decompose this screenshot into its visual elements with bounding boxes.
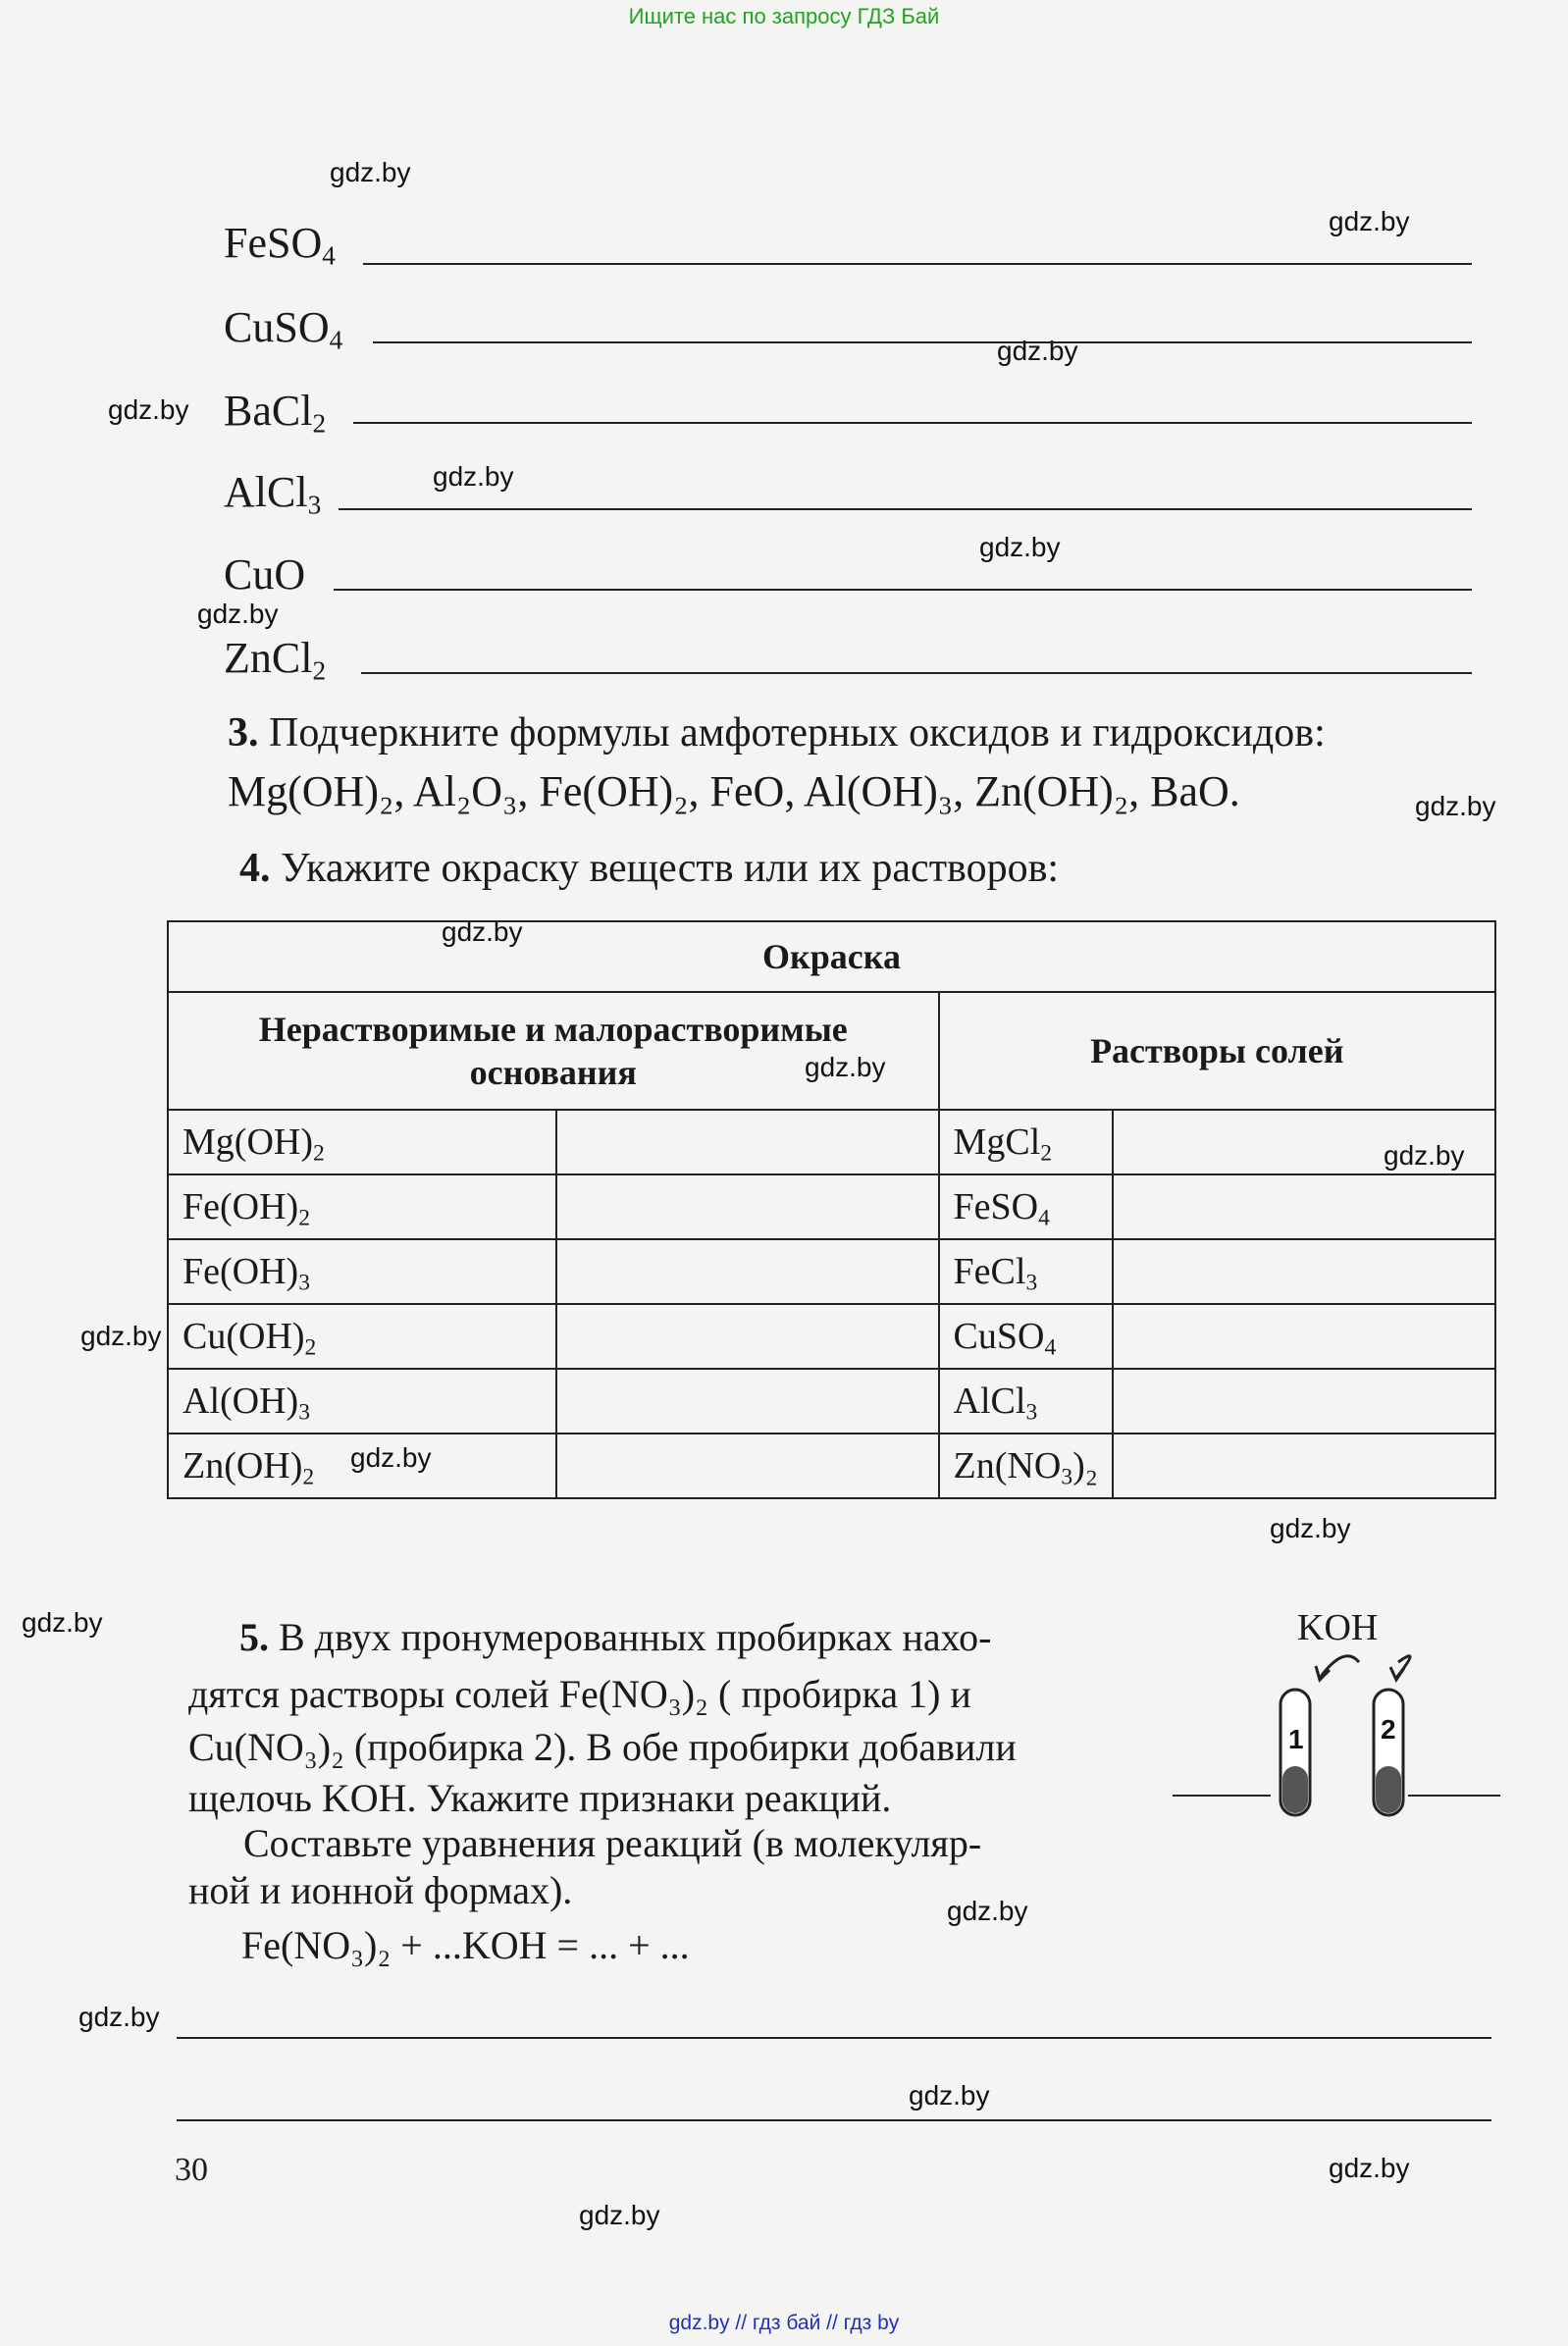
- formula-cuo: CuO: [224, 550, 306, 599]
- watermark: gdz.by: [80, 1321, 162, 1351]
- task5-line5: Составьте уравнения реакций (в молекуляр-: [243, 1821, 982, 1865]
- task5-equation: Fe(NO₃)₂ + ...KOH = ... + ...: [241, 1923, 690, 1967]
- watermark: gdz.by: [442, 916, 523, 947]
- base-cell: $Mg(OH)_2$: [168, 1110, 556, 1174]
- salt-cell: MgCl$_2$: [939, 1110, 1113, 1174]
- base-color-input[interactable]: [556, 1110, 939, 1174]
- tube-2-number: 2: [1381, 1714, 1396, 1745]
- watermark: gdz.by: [979, 532, 1061, 562]
- base-color-input[interactable]: [556, 1174, 939, 1239]
- table-row: [168, 1434, 1495, 1498]
- table-header-color: Окраска: [168, 921, 1495, 992]
- watermark: gdz.by: [579, 2200, 660, 2230]
- watermark: gdz.by: [350, 1442, 432, 1473]
- tube-1-number: 1: [1288, 1724, 1304, 1754]
- figure-koh-label: KOH: [1297, 1607, 1379, 1648]
- table-row: [168, 1304, 1495, 1369]
- task4-heading: 4. Укажите окраску веществ или их растворов:: [239, 846, 1060, 891]
- salt-cell: FeSO$_4$: [939, 1174, 1113, 1239]
- task5-line4: щелочь KOH. Укажите признаки реакций.: [188, 1776, 892, 1820]
- answer-line[interactable]: [353, 422, 1472, 424]
- task5-line2: дятся растворы солей Fe(NO₃)₂ ( пробирка 1) и: [188, 1672, 971, 1716]
- task5-line6: ной и ионной формах).: [188, 1868, 573, 1912]
- base-cell: $Al(OH)_3$: [168, 1369, 556, 1434]
- salt-color-input[interactable]: [1113, 1304, 1495, 1369]
- answer-line[interactable]: [177, 2037, 1491, 2039]
- base-cell: $Fe(OH)_3$: [168, 1239, 556, 1304]
- answer-line[interactable]: [361, 672, 1472, 674]
- table-row: [168, 1110, 1495, 1174]
- table-row: [168, 1239, 1495, 1304]
- task5-line3: Cu(NO₃)₂ (пробирка 2). В обе пробирки добавили: [188, 1725, 1017, 1769]
- watermark: gdz.by: [1329, 2153, 1410, 2183]
- formula-bacl2: BaCl$_2$: [224, 387, 327, 439]
- base-color-input[interactable]: [556, 1304, 939, 1369]
- salt-color-input[interactable]: [1113, 1239, 1495, 1304]
- base-cell: $Cu(OH)_2$: [168, 1304, 556, 1369]
- watermark: gdz.by: [947, 1896, 1028, 1926]
- watermark: gdz.by: [909, 2080, 990, 2111]
- salt-color-input[interactable]: [1113, 1174, 1495, 1239]
- watermark: gdz.by: [433, 461, 514, 492]
- test-tubes-figure: [1173, 1648, 1506, 1835]
- watermark: gdz.by: [197, 599, 279, 629]
- watermark: gdz.by: [1384, 1140, 1465, 1171]
- salt-cell: FeCl$_3$: [939, 1239, 1113, 1304]
- salt-color-input[interactable]: [1113, 1369, 1495, 1434]
- col-header-bases: Нерастворимые и малорастворимые основания: [168, 992, 939, 1110]
- tube-1-solution: [1282, 1766, 1308, 1813]
- base-cell: $Fe(OH)_2$: [168, 1174, 556, 1239]
- task3-formulas: Mg(OH)₂, Al₂O₃, Fe(OH)₂, FeO, Al(OH)₃, Zn(OH)₂, BaO.: [228, 767, 1240, 815]
- task5-line1: 5. В двух пронумерованных пробирках нахо-: [239, 1615, 992, 1659]
- bottom-watermark[interactable]: gdz.by // гдз бай // гдз by: [668, 2312, 900, 2334]
- base-color-input[interactable]: [556, 1239, 939, 1304]
- color-table: [167, 920, 1496, 1499]
- page-number: 30: [175, 2152, 208, 2188]
- salt-color-input[interactable]: [1113, 1110, 1495, 1174]
- formula-alcl3: AlCl$_3$: [224, 468, 322, 520]
- formula-feso4: FeSO$_4$: [224, 219, 336, 271]
- watermark: gdz.by: [1270, 1513, 1351, 1543]
- watermark: gdz.by: [22, 1607, 103, 1638]
- task3-heading: 3. Подчеркните формулы амфотерных оксидов и гидроксидов:: [228, 710, 1326, 756]
- salt-color-input[interactable]: [1113, 1434, 1495, 1498]
- salt-cell: $Zn(NO_3)_2$: [939, 1434, 1113, 1498]
- tube-2-solution: [1376, 1766, 1401, 1813]
- watermark: gdz.by: [1415, 791, 1496, 821]
- base-color-input[interactable]: [556, 1434, 939, 1498]
- answer-line[interactable]: [363, 263, 1472, 265]
- answer-line[interactable]: [339, 508, 1472, 510]
- table-row: [168, 1369, 1495, 1434]
- watermark: gdz.by: [78, 2002, 160, 2032]
- watermark: gdz.by: [108, 394, 189, 425]
- top-watermark[interactable]: Ищите нас по запросу ГДЗ Бай: [628, 4, 940, 28]
- formula-zncl2: ZnCl$_2$: [224, 634, 327, 686]
- base-color-input[interactable]: [556, 1369, 939, 1434]
- salt-cell: CuSO$_4$: [939, 1304, 1113, 1369]
- answer-line[interactable]: [373, 341, 1472, 343]
- table-row: [168, 1174, 1495, 1239]
- col-header-salts: Растворы солей: [939, 992, 1495, 1110]
- watermark: gdz.by: [330, 157, 411, 187]
- answer-line[interactable]: [334, 589, 1472, 591]
- salt-cell: AlCl$_3$: [939, 1369, 1113, 1434]
- base-cell: $Zn(OH)_2$: [168, 1434, 556, 1498]
- watermark: gdz.by: [1329, 206, 1410, 236]
- watermark: gdz.by: [805, 1052, 886, 1082]
- watermark: gdz.by: [997, 336, 1078, 366]
- answer-line[interactable]: [177, 2119, 1491, 2121]
- formula-cuso4: CuSO$_4$: [224, 303, 343, 355]
